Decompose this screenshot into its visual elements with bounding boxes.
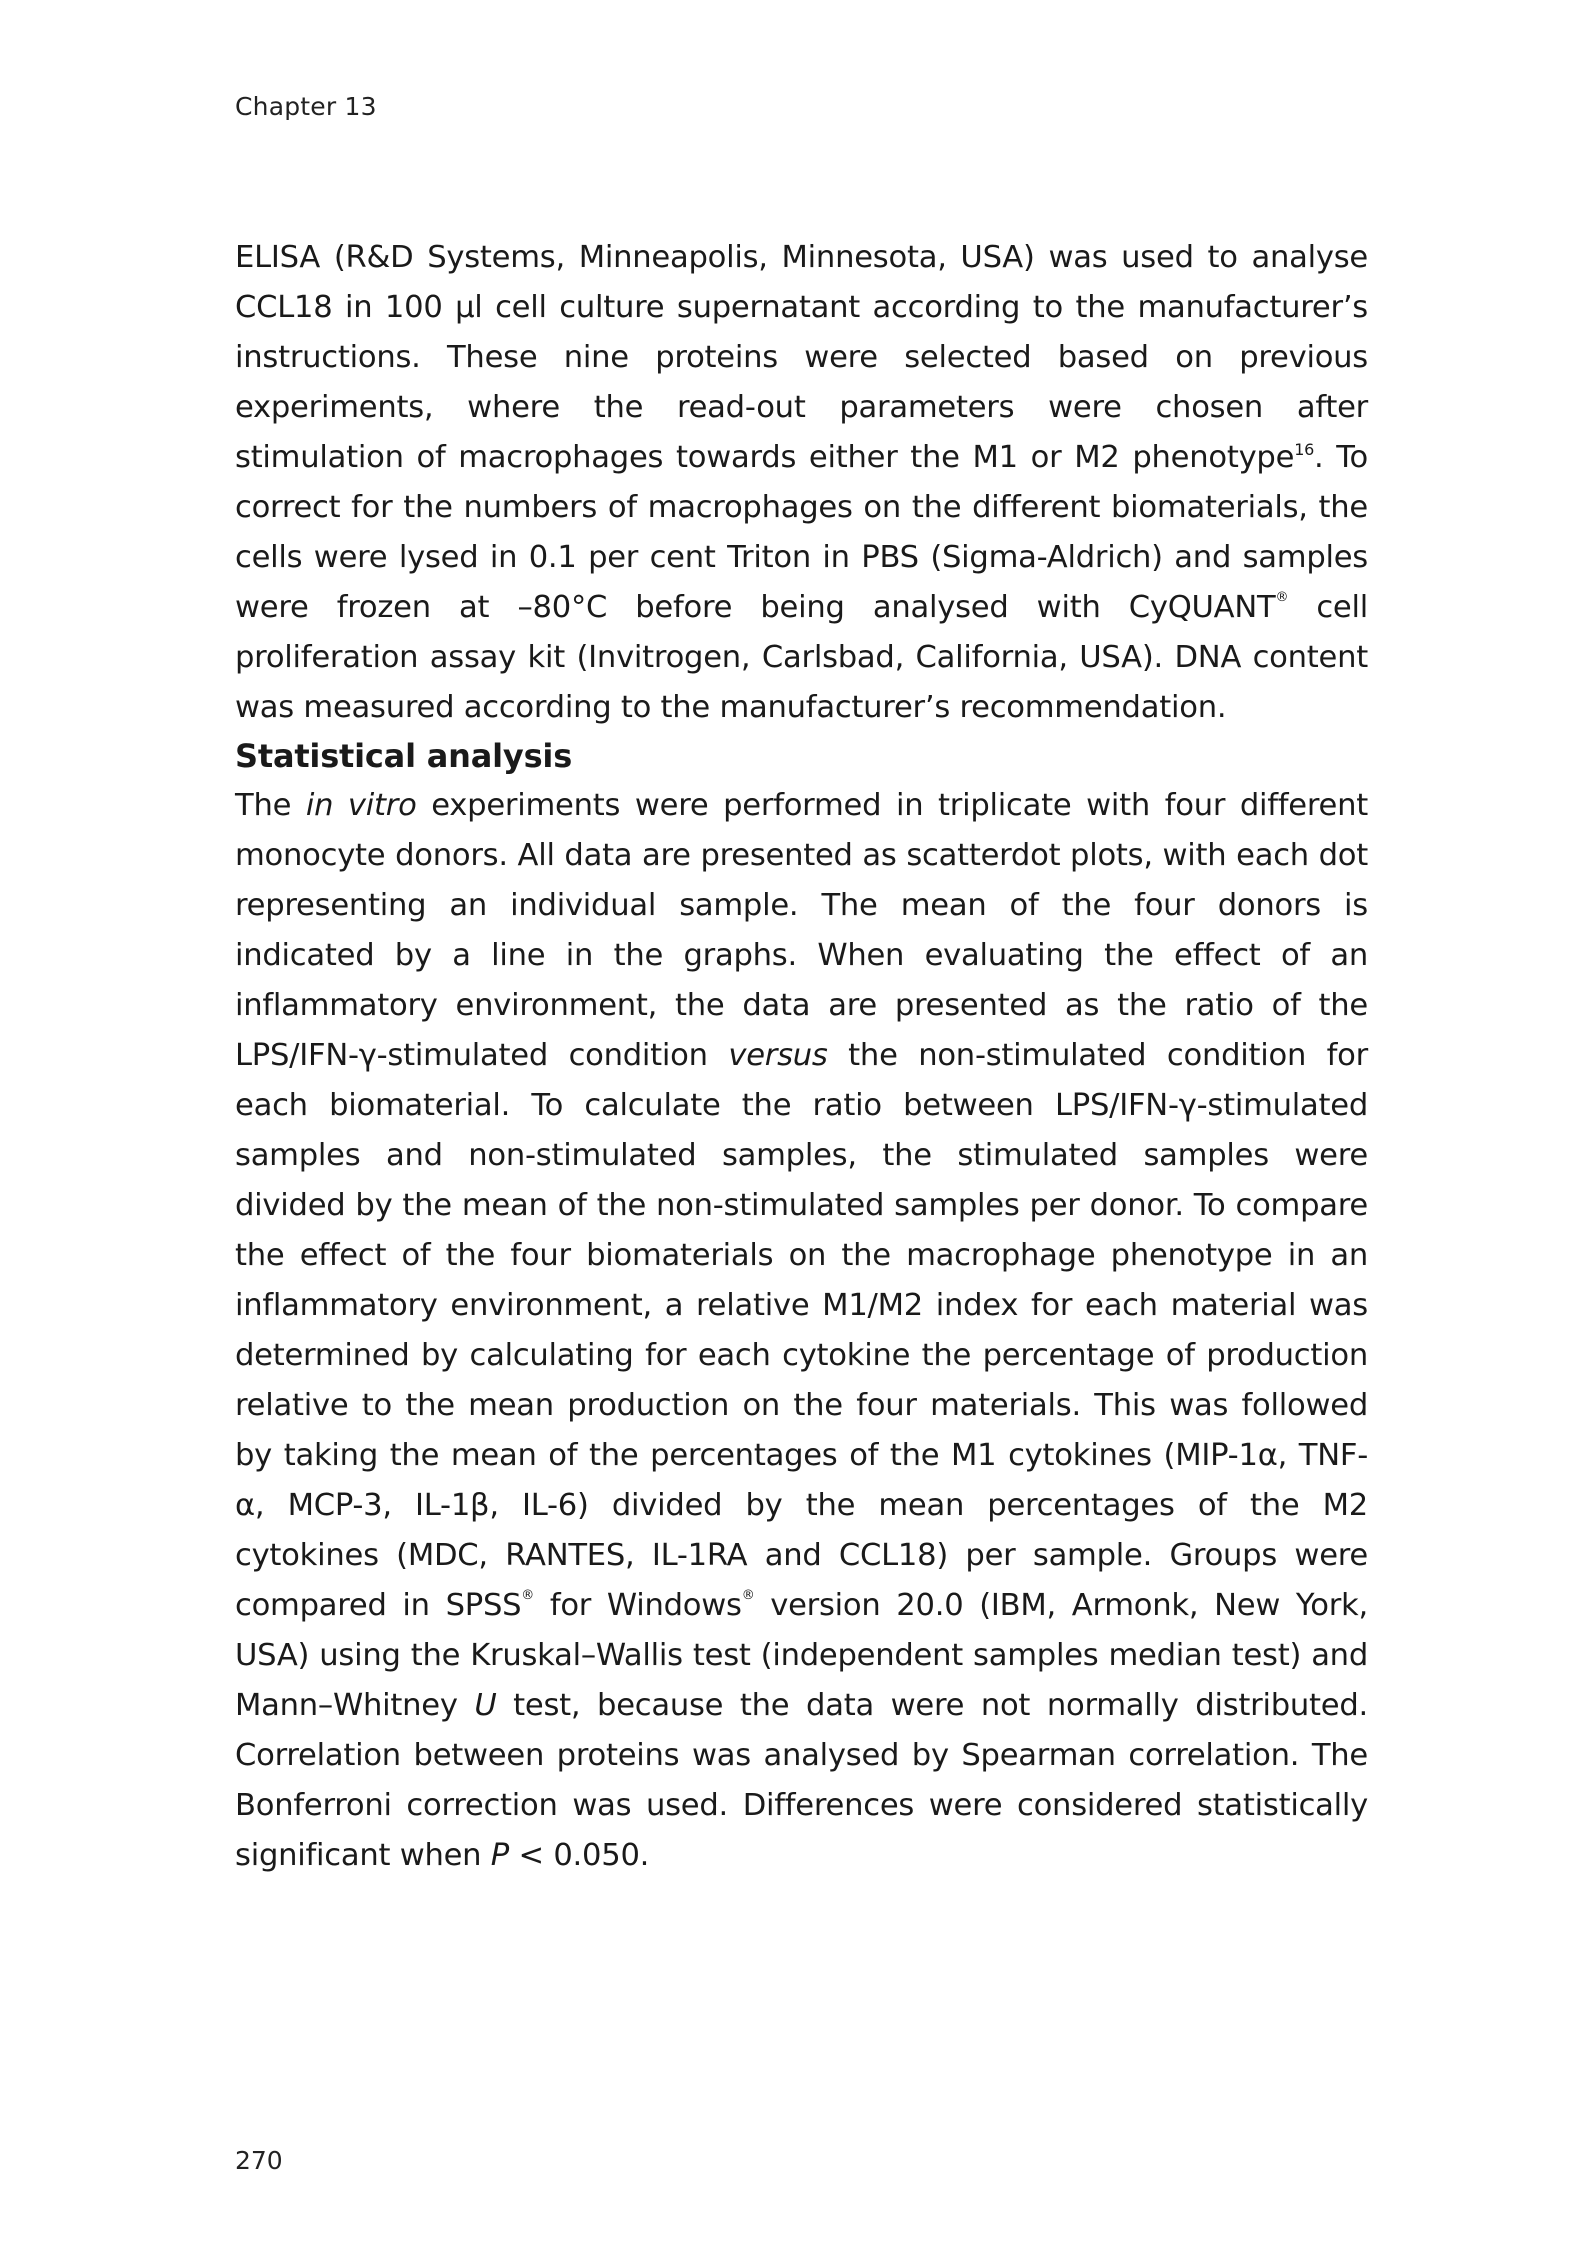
registered-mark: ®: [521, 1588, 535, 1603]
paragraph-text: version 20.0 (IBM, Armonk, New York, USA) using the Kruskal–Wallis test (independent samples median test) and Mann–Whitney: [235, 1588, 1368, 1723]
paragraph-text: for Windows: [534, 1588, 742, 1623]
reference-superscript: 16: [1294, 440, 1315, 459]
page-number: 270: [235, 2146, 283, 2175]
running-head-chapter: Chapter 13: [235, 92, 377, 121]
italic-term: versus: [728, 1038, 828, 1073]
paragraph-text: The: [235, 788, 306, 823]
paragraph-text: . To correct for the numbers of macrophages on the different biomaterials, the cells were lysed in 0.1 per cent Triton in PBS (Sigma-Aldrich) and samples were frozen at –80°C before being analysed with CyQUANT: [235, 440, 1368, 625]
paragraph-text: test, because the data were not normally distributed. Correlation between proteins was analysed by Spearman correlation. The Bonferroni correction was used. Differences were considered statistically significant when: [235, 1688, 1368, 1873]
paragraph-text: ELISA (R&D Systems, Minneapolis, Minnesota, USA) was used to analyse CCL18 in 100 µl cell culture supernatant according to the manufacturer’s instructions. These nine proteins were selected based on previous experiments, where the read-out parameters were chosen after stimulation of macrophages towards either the M1 or M2 phenotype: [235, 240, 1368, 475]
paragraph-text: cell proliferation assay kit (Invitrogen, Carlsbad, California, USA). DNA content was measured according to the manufacturer’s recommendation.: [235, 590, 1368, 725]
registered-mark: ®: [741, 1588, 755, 1603]
body-paragraph-statistics: [235, 781, 1368, 1881]
italic-term: in vitro: [305, 788, 417, 823]
paragraph-text: experiments were performed in triplicate with four different monocyte donors. All data are presented as scatterdot plots, with each dot representing an individual sample. The mean of the four donors is indicated by a line in the graphs. When evaluating the effect of an inflammatory environment, the data are presented as the ratio of the LPS/IFN-γ-stimulated condition: [235, 788, 1368, 1073]
italic-term: P: [490, 1838, 509, 1873]
section-heading: Statistical analysis: [235, 737, 573, 775]
italic-term: U: [474, 1688, 497, 1723]
paragraph-text: < 0.050.: [509, 1838, 650, 1873]
paragraph-text: the non-stimulated condition for each biomaterial. To calculate the ratio between LPS/IFN-γ-stimulated samples and non-stimulated samples, the stimulated samples were divided by the mean of the non-stimulated samples per donor. To compare the effect of the four biomaterials on the macrophage phenotype in an inflammatory environment, a relative M1/M2 index for each material was determined by calculating for each cytokine the percentage of production relative to the mean production on the four materials. This was followed by taking the mean of the percentages of the M1 cytokines (MIP-1α, TNF-α, MCP-3, IL-1β, IL-6) divided by the mean percentages of the M2 cytokines (MDC, RANTES, IL-1RA and CCL18) per sample. Groups were compared in SPSS: [235, 1038, 1368, 1623]
registered-mark: ®: [1275, 590, 1289, 605]
body-paragraph-methods: [235, 233, 1368, 733]
